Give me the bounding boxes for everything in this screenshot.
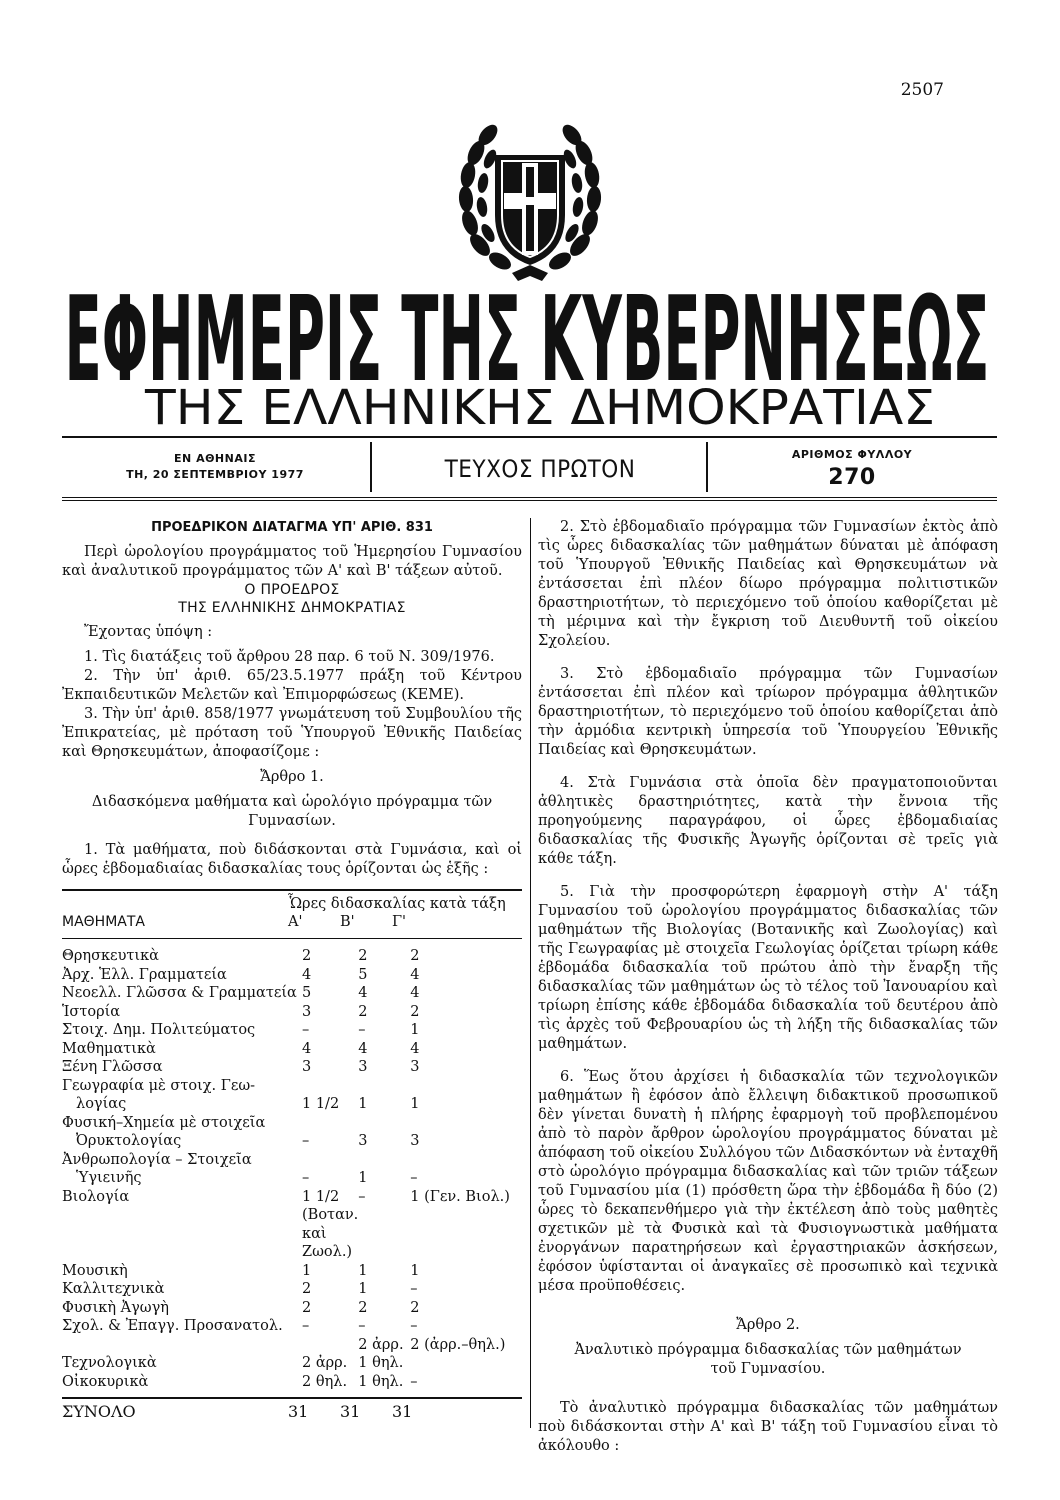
class-b-cell: 2 (358, 948, 368, 964)
masthead-subtitle-text: ΤΗΣ ΕΛΛΗΝΙΚΗΣ ΔΗΜΟΚΡΑΤΙΑΣ (143, 380, 935, 433)
issue-series: ΤΕΥΧΟΣ ΠΡΩΤΟΝ (444, 455, 636, 483)
class-b-cell (358, 1114, 410, 1133)
table-row (62, 1077, 522, 1096)
sheet-number-label: ΑΡΙΘΜΟΣ ΦΥΛΛΟΥ (791, 448, 913, 461)
table-row (62, 947, 522, 966)
class-a-cell: 2 θηλ. (302, 1373, 348, 1390)
class-c-cell: 1 (410, 1262, 420, 1279)
table-row (62, 1151, 522, 1170)
class-a-cell: 3 (302, 1059, 312, 1075)
total-class-a: 31 (288, 1401, 309, 1421)
right-column (538, 518, 998, 1456)
class-a-cell (302, 1114, 358, 1133)
class-a-cell: – (302, 1133, 310, 1149)
class-c-cell: 2 (410, 1299, 420, 1316)
class-b-cell: 1 θηλ. (358, 1355, 404, 1371)
table-row (62, 1003, 522, 1022)
class-c-cell: 2 (ἀρρ.–θηλ.) (410, 1336, 506, 1353)
class-a-cell: 1 1/2 (302, 1096, 340, 1112)
subject-cell: Οἰκοκυρικὰ (62, 1373, 149, 1390)
class-a-cell: (Βοταν. καὶ Ζωολ.) (302, 1207, 359, 1260)
class-a-cell: 4 (302, 1040, 312, 1057)
table-header-hours-row (62, 895, 522, 914)
subject-cell: Ὀρυκτολογίας (76, 1133, 182, 1149)
class-b-cell (358, 1206, 410, 1262)
subject-cell: Στοιχ. Δημ. Πολιτεύματος (62, 1022, 256, 1038)
header-bottom-rule-2 (62, 500, 997, 501)
class-c-cell (410, 1151, 522, 1170)
class-a-cell: – (302, 1318, 310, 1334)
table-top-rule (62, 889, 522, 891)
class-b-cell: 1 (358, 1281, 368, 1297)
class-a-cell: 2 ἀρρ. (302, 1355, 348, 1371)
decree-title: ΠΡΟΕΔΡΙΚΟΝ ΔΙΑΤΑΓΜΑ ΥΠ' ΑΡΙΘ. 831 (151, 520, 433, 535)
table-row (62, 1373, 522, 1392)
subject-cell: λογίας (76, 1096, 127, 1112)
table-header-subjects: ΜΑΘΗΜΑΤΑ (62, 914, 145, 930)
consideration-item-2: 2. Τὴν ὑπ' ἀριθ. 65/23.5.1977 πράξη τοῦ Κέντρου Ἐκπαιδευτικῶν Μελετῶν καὶ Ἐπιμορφώσεως (ΚΕΜΕ). (62, 668, 522, 703)
consideration-item-1: 1. Τὶς διατάξεις τοῦ ἄρθρου 28 παρ. 6 τοῦ Ν. 309/1976. (84, 649, 495, 665)
subject-cell: Σχολ. & Ἐπαγγ. Προσανατολ. (62, 1318, 283, 1334)
class-a-cell: 4 (302, 966, 312, 983)
class-b-cell: 1 θηλ. (358, 1373, 404, 1390)
subject-cell: Βιολογία (62, 1188, 130, 1205)
subject-cell: Μουσικὴ (62, 1262, 128, 1279)
page-number: 2507 (900, 80, 944, 100)
class-c-cell: 3 (410, 1059, 420, 1075)
class-c-cell: 4 (410, 1040, 420, 1057)
hours-table-body (62, 947, 522, 1391)
class-a-cell (302, 1151, 358, 1170)
president-line-2: ΤΗΣ ΕΛΛΗΝΙΚΗΣ ΔΗΜΟΚΡΑΤΙΑΣ (178, 600, 406, 616)
subject-cell: Γεωγραφία μὲ στοιχ. Γεω- (62, 1077, 256, 1094)
article-1-paragraph-4: 4. Στὰ Γυμνάσια στὰ ὁποῖα δὲν πραγματοποιοῦνται ἀθλητικὲς δραστηριότητες, κατὰ τὴν ἔννοια τῆς προηγούμενης παραγράφου, οἱ ὧρες ἑβδομαδιαίας διδασκαλίας τῆς Φυσικῆς Ἀγωγῆς ὁρίζονται σὲ τρεῖς γιὰ κάθε τάξη. (538, 775, 998, 867)
class-a-cell (302, 1336, 358, 1355)
masthead-subtitle (140, 378, 940, 433)
article-1-paragraph-6: 6. Ἕως ὅτου ἀρχίσει ἡ διδασκαλία τῶν τεχνολογικῶν μαθημάτων ἢ ἐφόσον ἀπὸ ἔλλειψη διδακτικοῦ προσωπικοῦ δὲν γίνεται δυνατὴ ἡ πλήρης ἐφαρμογὴ τοῦ προβλεπομένου ἀπὸ τὸ παρὸν ἄρθρον ὡρολογίου προγράμματος δύναται μὲ ἀπόφαση τοῦ οἰκείου Συλλόγου τῶν Διδασκόντων νὰ ἐνταχθῆ στὸ ὡρολόγιο πρόγραμμα διδασκαλίας καὶ τῶν τριῶν τάξεων τοῦ Γυμνασίου μία (1) πρόσθετη ὥρα τὴν ἑβδομάδα ἢ δύο (2) ὧρες τὸ δεκαπενθήμερο γιὰ τὴν ἐκτέλεση ἀπὸ τοὺς μαθητὲς σχετικῶν μὲ τὰ Φυσικὰ καὶ τὰ Φυσιογνωστικὰ μαθήματα ἐνοργάνων παρατηρήσεων καὶ ἐργαστηριακῶν ἀσκήσεων, ἐφόσον ὑφίστανται οἱ ἀναγκαῖες σὲ προσωπικὸ καὶ τεχνικὰ μέσα προϋποθέσεις. (538, 1069, 998, 1294)
total-class-c: 31 (392, 1401, 413, 1421)
issue-date: ΤΗ, 20 ΣΕΠΤΕΜΒΡΙΟΥ 1977 (126, 468, 304, 481)
hours-table (62, 895, 522, 932)
class-a-cell: 5 (302, 985, 312, 1001)
class-a-cell: 3 (302, 1003, 312, 1020)
header-divider-right (706, 442, 708, 492)
subject-cell: Ὑγιεινῆς (76, 1170, 142, 1186)
table-row (62, 1188, 522, 1207)
sheet-number-block (712, 448, 992, 490)
table-total-row (62, 1403, 522, 1422)
subject-cell: Ξένη Γλῶσσα (62, 1059, 163, 1075)
subject-cell: Φυσική–Χημεία μὲ στοιχεῖα (62, 1114, 266, 1131)
table-row (62, 1280, 522, 1299)
article-1-title: Διδασκόμενα μαθήματα καὶ ὡρολόγιο πρόγραμμα τῶν Γυμνασίων. (91, 794, 493, 829)
class-b-cell: 1 (358, 1170, 368, 1186)
issue-place-date (70, 452, 360, 484)
table-header-row (62, 913, 522, 932)
table-header-class-a: Α' (288, 914, 303, 930)
total-class-b: 31 (340, 1401, 361, 1421)
table-row (62, 1206, 522, 1262)
class-c-cell (410, 1114, 522, 1133)
class-b-cell: 3 (358, 1059, 368, 1075)
table-row (62, 1040, 522, 1059)
subject-cell: Καλλιτεχνικὰ (62, 1281, 165, 1297)
coat-of-arms-emblem (450, 95, 610, 295)
class-c-cell: – (410, 1318, 418, 1334)
class-b-cell: 5 (358, 966, 368, 983)
class-b-cell: 2 ἀρρ. (358, 1336, 404, 1353)
class-c-cell: 2 (410, 948, 420, 964)
left-column (62, 518, 522, 1421)
article-1-paragraph-3: 3. Στὸ ἑβδομαδιαῖο πρόγραμμα τῶν Γυμνασίων ἐντάσσεται ἐπὶ πλέον καὶ τρίωρον πρόγραμμα ἀθλητικῶν δραστηριοτήτων, τὸ περιεχόμενο τοῦ ὁποίου καθορίζεται ἀπὸ τὴν ἁρμόδια κεντρικὴ ὑπηρεσία τοῦ Ὑπουργείου Ἐθνικῆς Παιδείας καὶ Θρησκευμάτων. (538, 666, 998, 758)
article-2-paragraph: Τὸ ἀναλυτικὸ πρόγραμμα διδασκαλίας τῶν μαθημάτων ποὺ διδάσκονται στὴν Α' καὶ Β' τάξη τοῦ Γυμνασίου εἶναι τὸ ἀκόλουθο : (538, 1400, 998, 1454)
class-c-cell: – (410, 1170, 418, 1186)
class-c-cell: 1 (410, 1096, 420, 1112)
article-1-heading: Ἄρθρο 1. (260, 769, 324, 785)
class-b-cell: 4 (358, 985, 368, 1001)
table-row (62, 1262, 522, 1281)
subject-cell: Τεχνολογικὰ (62, 1355, 157, 1371)
class-b-cell: 2 (358, 1003, 368, 1020)
class-b-cell (358, 1151, 410, 1170)
table-header-hours: Ὧρες διδασκαλίας κατὰ τάξη (288, 895, 506, 912)
considering-text: Ἔχοντας ὑπόψη : (84, 624, 213, 640)
subject-cell: Μαθηματικὰ (62, 1040, 156, 1057)
article-2-heading: Ἄρθρο 2. (736, 1317, 800, 1333)
class-b-cell (358, 1077, 410, 1096)
class-a-cell: 1 (302, 1262, 312, 1279)
total-label: ΣΥΝΟΛΟ (62, 1401, 136, 1421)
article-1-paragraph-1: 1. Τὰ μαθήματα, ποὺ διδάσκονται στὰ Γυμνάσια, καὶ οἱ ὧρες ἑβδομαδιαίας διδασκαλίας τους ὁρίζονται ὡς ἑξῆς : (62, 842, 522, 877)
class-a-cell: 2 (302, 1299, 312, 1316)
table-row (62, 1095, 522, 1114)
article-1-paragraph-5: 5. Γιὰ τὴν προσφορώτερη ἐφαρμογὴ στὴν Α' τάξη Γυμνασίου τοῦ ὡρολογίου προγράμματος διδασκαλίας τῶν μαθημάτων τῆς Βιολογίας (Βοτανικῆς καὶ Ζωολογίας) καὶ τῆς Γεωγραφίας μὲ στοιχεῖα Γεωλογίας ὁρίζεται τρίωρη κάθε ἑβδομάδα διδασκαλία τοῦ πρώτου ἀπὸ τὴν ἔναρξη τῆς διδασκαλίας τῶν μαθημάτων ὡς τὸ τέλος τοῦ Ἰανουαρίου καὶ τρίωρη ἐπίσης κάθε ἑβδομάδα διδασκαλία τοῦ δευτέρου ἀπὸ τὶς ἀρχὲς τοῦ Φεβρουαρίου ὡς τὴ λήξη τῆς διδασκαλίας τῶν μαθημάτων. (538, 884, 998, 1052)
table-row (62, 1021, 522, 1040)
class-c-cell (410, 1354, 522, 1373)
table-header-rule (62, 938, 522, 940)
class-c-cell: 4 (410, 985, 420, 1001)
column-divider (530, 518, 531, 1428)
table-row (62, 1058, 522, 1077)
masthead-title-text: ΕΦΗΜΕΡΙΣ ΤΗΣ ΚΥΒΕΡΝΗΣΕΩΣ (64, 280, 990, 400)
hours-table-total (62, 1403, 522, 1422)
subject-cell (62, 1206, 302, 1262)
table-row (62, 984, 522, 1003)
class-a-cell (302, 1077, 358, 1096)
article-2-title: Ἀναλυτικὸ πρόγραμμα διδασκαλίας τῶν μαθημάτων τοῦ Γυμνασίου. (574, 1342, 962, 1377)
issue-place: ΕΝ ΑΘΗΝΑΙΣ (174, 452, 256, 465)
class-a-cell: – (302, 1170, 310, 1186)
class-b-cell: 1 (358, 1096, 368, 1112)
article-1-paragraph-2: 2. Στὸ ἑβδομαδιαῖο πρόγραμμα τῶν Γυμνασίων ἐκτὸς ἀπὸ τὶς ὧρες διδασκαλίας τῶν μαθημάτων δύναται μὲ ἀπόφαση τοῦ Ὑπουργοῦ Ἐθνικῆς Παιδείας καὶ Θρησκευμάτων νὰ ἐντάσσεται ἐπὶ πλέον δίωρο πρόγραμμα πολιτιστικῶν δραστηριοτήτων, τὸ περιεχόμενο τοῦ ὁποίου καθορίζεται μὲ τὴ μέριμνα καὶ τὴν ἔγκριση τοῦ Διευθυντῆ τοῦ οἰκείου Σχολείου. (538, 519, 998, 649)
table-row (62, 1132, 522, 1151)
class-a-cell: – (302, 1022, 310, 1038)
consideration-item-3: 3. Τὴν ὑπ' ἀριθ. 858/1977 γνωμάτευση τοῦ Συμβουλίου τῆς Ἐπικρατείας, μὲ πρόταση τοῦ Ὑπουργοῦ Ἐθνικῆς Παιδείας καὶ Θρησκευμάτων, ἀποφασίζομε : (62, 706, 522, 760)
class-b-cell: – (358, 1188, 366, 1205)
class-a-cell: 1 1/2 (302, 1188, 340, 1205)
header-top-rule (62, 436, 997, 438)
class-c-cell: 1 (410, 1022, 420, 1038)
table-total-rule (62, 1397, 522, 1399)
decree-subject: Περὶ ὡρολογίου προγράμματος τοῦ Ἡμερησίου Γυμνασίου καὶ ἀναλυτικοῦ προγράμματος τῶν Α' καὶ Β' τάξεων αὐτοῦ. (62, 544, 522, 579)
subject-cell (62, 1336, 302, 1355)
class-a-cell: 2 (302, 948, 312, 964)
header-divider-left (370, 442, 372, 492)
subject-cell: Φυσικὴ Ἀγωγὴ (62, 1299, 169, 1316)
class-b-cell: – (358, 1022, 366, 1038)
class-b-cell: 2 (358, 1299, 368, 1316)
header-bottom-rule (62, 497, 997, 498)
class-c-cell: 4 (410, 966, 420, 983)
table-row (62, 1169, 522, 1188)
table-row (62, 1114, 522, 1133)
sheet-number: 270 (828, 465, 876, 490)
class-b-cell: 1 (358, 1262, 368, 1279)
subject-cell: Ἀρχ. Ἑλλ. Γραμματεία (62, 966, 227, 983)
president-line-1: Ο ΠΡΟΕΔΡΟΣ (244, 582, 340, 598)
subject-cell: Ἱστορία (62, 1003, 121, 1020)
table-row (62, 966, 522, 985)
class-b-cell: – (358, 1318, 366, 1334)
table-row (62, 1299, 522, 1318)
subject-cell: Νεοελλ. Γλῶσσα & Γραμματεία (62, 985, 297, 1001)
subject-cell: Θρησκευτικὰ (62, 948, 159, 964)
class-c-cell: 2 (410, 1003, 420, 1020)
class-b-cell: 4 (358, 1040, 368, 1057)
class-c-cell (410, 1206, 522, 1262)
class-b-cell: 3 (358, 1133, 368, 1149)
class-c-cell: 1 (Γεν. Βιολ.) (410, 1188, 510, 1205)
table-header-class-b: Β' (340, 914, 355, 930)
class-c-cell: – (410, 1373, 418, 1390)
class-a-cell: 2 (302, 1281, 312, 1297)
subject-cell: Ἀνθρωπολογία – Στοιχεῖα (62, 1151, 252, 1168)
class-c-cell: – (410, 1281, 418, 1297)
table-row (62, 1317, 522, 1336)
class-c-cell (410, 1077, 522, 1096)
table-header-class-c: Γ' (392, 914, 407, 930)
class-c-cell: 3 (410, 1133, 420, 1149)
table-row (62, 1354, 522, 1373)
table-row (62, 1336, 522, 1355)
